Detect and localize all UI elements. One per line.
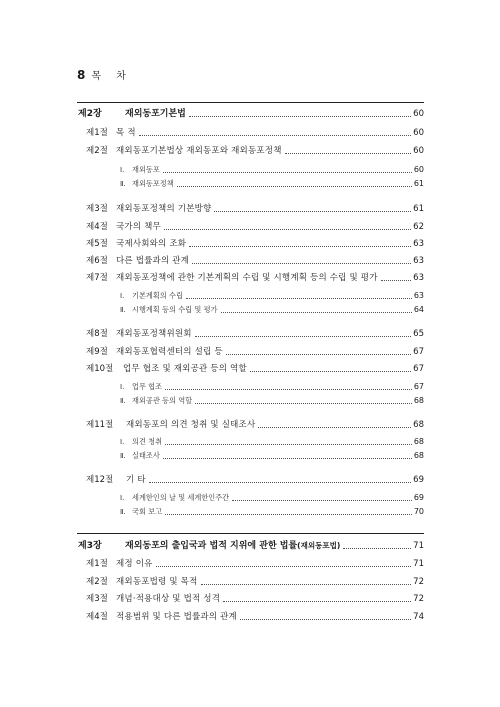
toc-section[interactable]: [86, 557, 424, 571]
subsection-title: 재외동포정책: [132, 179, 174, 188]
section-title: 재외동포법령 및 목적: [116, 577, 198, 587]
page-ref: 67: [413, 364, 424, 374]
leader-dots: [201, 583, 412, 585]
page-ref: 63: [413, 273, 424, 283]
section-title: 적용범위 및 다른 법률과의 관계: [116, 612, 237, 622]
subsection-number: Ⅰ.: [120, 493, 125, 502]
toc-section[interactable]: [86, 610, 424, 624]
toc-section[interactable]: [86, 575, 424, 589]
leader-dots: [258, 426, 411, 428]
section-title: 재외동포정책에 관한 기본계획의 수립 및 시행계획 등의 수립 및 평가: [116, 273, 378, 283]
chapter-title: 재외동포의 출입국과 법적 지위에 관한 법률: [125, 541, 298, 551]
page-ref: 63: [413, 291, 424, 300]
section-title: 재외동포정책의 기본방향: [116, 204, 212, 214]
toc-section[interactable]: [86, 202, 424, 216]
toc-section[interactable]: [86, 126, 424, 140]
section-title: 국가의 책무: [116, 222, 161, 232]
page-ref: 62: [413, 222, 424, 232]
leader-dots: [250, 370, 411, 372]
section-number: 제2절: [86, 146, 108, 156]
subsection-number: Ⅰ.: [120, 382, 125, 391]
toc-subsection[interactable]: [120, 394, 424, 408]
toc-section[interactable]: [86, 327, 424, 341]
page-ref: 60: [413, 146, 424, 156]
section-number: 제6절: [86, 256, 108, 266]
page-label: 목 차: [91, 71, 132, 82]
leader-dots: [214, 210, 411, 212]
leader-dots: [164, 228, 411, 230]
leader-dots: [139, 134, 411, 136]
page-ref: 68: [413, 451, 424, 460]
page-ref: 71: [413, 559, 424, 569]
leader-dots: [285, 152, 412, 154]
leader-dots: [343, 547, 411, 549]
subsection-number: Ⅱ.: [120, 179, 126, 188]
page-ref: 71: [413, 541, 424, 551]
toc-section[interactable]: [86, 362, 424, 376]
chapter-number: 제3장: [78, 541, 102, 551]
section-title: 재외동포협력센터의 설립 등: [116, 347, 223, 357]
subsection-title: 국회 보고: [132, 507, 163, 516]
leader-dots: [232, 499, 412, 501]
section-number: 제9절: [86, 347, 108, 357]
toc-section[interactable]: [86, 144, 424, 158]
subsection-number: Ⅰ.: [120, 291, 125, 300]
subsection-title: 세계한인의 날 및 세계한인주간: [132, 493, 230, 502]
page-ref: 72: [413, 594, 424, 604]
page-ref: 61: [413, 179, 424, 188]
toc-subsection[interactable]: [120, 303, 424, 317]
subsection-number: Ⅱ.: [120, 451, 126, 460]
leader-dots: [223, 600, 411, 602]
subsection-title: 재외동포: [132, 165, 160, 174]
leader-dots: [221, 311, 412, 313]
page-ref: 69: [413, 475, 424, 485]
section-title: 다른 법률과의 관계: [116, 256, 190, 266]
toc-subsection[interactable]: [120, 491, 424, 505]
page-ref: 60: [413, 109, 424, 119]
subsection-title: 재외공관 등의 역할: [132, 396, 193, 405]
toc-section[interactable]: [86, 592, 424, 606]
section-number: 제1절: [86, 559, 108, 569]
toc-section[interactable]: [86, 418, 424, 432]
section-number: 제8절: [86, 329, 108, 339]
section-title: 목 적: [116, 128, 136, 138]
subsection-title: 실태조사: [132, 451, 160, 460]
toc-section[interactable]: [86, 220, 424, 234]
section-number: 제10절: [86, 364, 114, 374]
subsection-number: Ⅱ.: [120, 396, 126, 405]
section-number: 제5절: [86, 239, 108, 249]
section-title: 제정 이유: [116, 559, 153, 569]
page-ref: 74: [413, 612, 424, 622]
subsection-title: 의견 청취: [132, 437, 163, 446]
page-ref: 68: [413, 420, 424, 430]
subsection-number: Ⅰ.: [120, 165, 125, 174]
page-ref: 63: [413, 239, 424, 249]
subsection-title: 기본계획의 수립: [132, 291, 183, 300]
subsection-number: Ⅱ.: [120, 507, 126, 516]
leader-dots: [195, 335, 411, 337]
toc-section[interactable]: [86, 345, 424, 359]
subsection-title: 업무 협조: [132, 382, 163, 391]
section-number: 제12절: [86, 475, 114, 485]
toc-subsection[interactable]: [120, 435, 424, 449]
leader-dots: [163, 457, 412, 459]
leader-dots: [189, 115, 411, 117]
section-number: 제3절: [86, 204, 108, 214]
section-title: 업무 협조 및 재외공관 등의 역할: [123, 364, 247, 374]
page-ref: 63: [413, 256, 424, 266]
page-ref: 70: [413, 507, 424, 516]
toc-subsection[interactable]: [120, 177, 424, 191]
leader-dots: [163, 171, 412, 173]
section-title: 기 타: [126, 475, 146, 485]
leader-dots: [186, 297, 412, 299]
leader-dots: [165, 443, 412, 445]
subsection-title: 시행계획 등의 수립 및 평가: [132, 305, 218, 314]
leader-dots: [381, 279, 412, 281]
leader-dots: [149, 481, 411, 483]
toc-subsection[interactable]: [120, 289, 424, 303]
page-ref: 68: [413, 396, 424, 405]
toc-section[interactable]: [86, 271, 424, 285]
leader-dots: [177, 185, 412, 187]
section-title: 재외동포의 의견 청취 및 실태조사: [126, 420, 256, 430]
chapter-title-note: (재외동포법): [297, 541, 341, 550]
page-ref: 60: [413, 128, 424, 138]
leader-dots: [240, 618, 411, 620]
toc-chapter-3[interactable]: [78, 539, 424, 553]
chapter-title: 재외동포기본법: [125, 109, 186, 119]
leader-dots: [165, 388, 412, 390]
toc-subsection[interactable]: [120, 449, 424, 463]
page-ref: 64: [413, 305, 424, 314]
section-number: 제7절: [86, 273, 108, 283]
section-title: 재외동포정책위원회: [116, 329, 192, 339]
chapter-number: 제2장: [78, 109, 102, 119]
section-number: 제3절: [86, 594, 108, 604]
page-ref: 72: [413, 577, 424, 587]
leader-dots: [226, 353, 411, 355]
leader-dots: [156, 565, 412, 567]
leader-dots: [165, 513, 412, 515]
section-number: 제2절: [86, 577, 108, 587]
page-ref: 65: [413, 329, 424, 339]
section-title: 국제사회와의 조화: [116, 239, 187, 249]
page-ref: 69: [413, 493, 424, 502]
section-number: 제4절: [86, 222, 108, 232]
section-number: 제1절: [86, 128, 108, 138]
section-title: 재외동포기본법상 재외동포와 재외동포정책: [116, 146, 282, 156]
page-ref: 60: [413, 165, 424, 174]
subsection-number: Ⅱ.: [120, 305, 126, 314]
toc-chapter-2[interactable]: [78, 107, 424, 121]
section-title: 개념·적용대상 및 법적 성격: [116, 594, 221, 604]
toc-section[interactable]: [86, 254, 424, 268]
section-number: 제11절: [86, 420, 114, 430]
chapter-rule-top: [77, 102, 424, 103]
page-number: 8: [77, 68, 86, 82]
page-ref: 67: [413, 347, 424, 357]
toc-section[interactable]: [86, 237, 424, 251]
toc-subsection[interactable]: [120, 163, 424, 177]
page-ref: 67: [413, 382, 424, 391]
section-number: 제4절: [86, 612, 108, 622]
leader-dots: [189, 245, 411, 247]
leader-dots: [195, 402, 412, 404]
toc-subsection[interactable]: [120, 505, 424, 519]
toc-section[interactable]: [86, 473, 424, 487]
toc-subsection[interactable]: [120, 380, 424, 394]
page-ref: 68: [413, 437, 424, 446]
subsection-number: Ⅰ.: [120, 437, 125, 446]
chapter-rule-top: [77, 533, 424, 534]
leader-dots: [192, 262, 411, 264]
page-ref: 61: [413, 204, 424, 214]
